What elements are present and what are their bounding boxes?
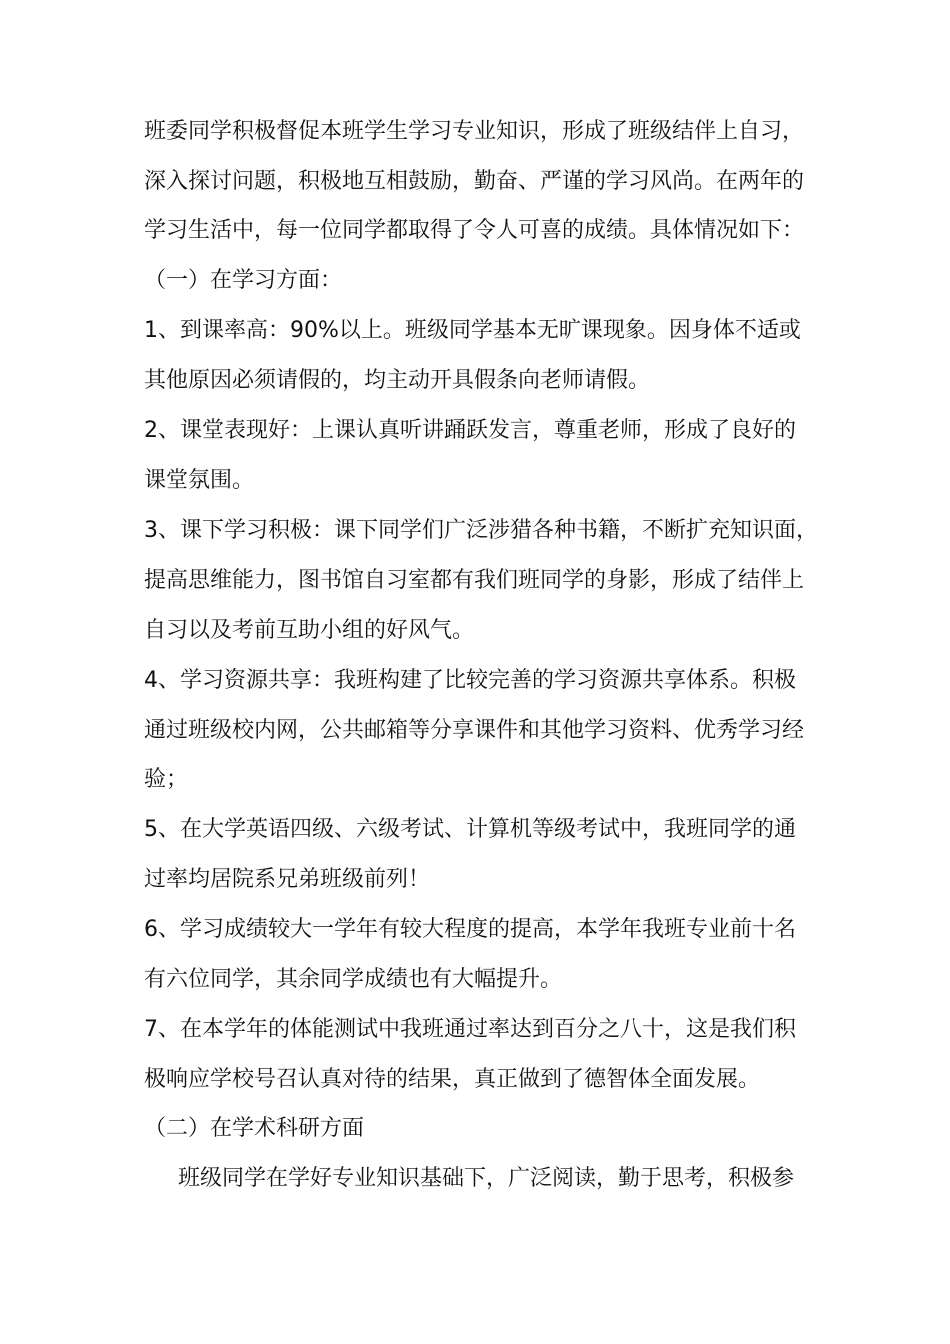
text-line: 深入探讨问题，积极地互相鼓励，勤奋、严谨的学习风尚。在两年的 bbox=[144, 169, 805, 194]
text-line: 班委同学积极督促本班学生学习专业知识，形成了班级结伴上自习， bbox=[144, 119, 805, 144]
list-item-line: 自习以及考前互助小组的好风气。 bbox=[144, 618, 475, 643]
list-item-line: 3、课下学习积极：课下同学们广泛涉猎各种书籍，不断扩充知识面， bbox=[144, 518, 818, 543]
list-item-line: 有六位同学，其余同学成绩也有大幅提升。 bbox=[144, 967, 563, 992]
list-item-line: 极响应学校号召认真对待的结果，真正做到了德智体全面发展。 bbox=[144, 1067, 761, 1092]
list-item-line: 7、在本学年的体能测试中我班通过率达到百分之八十，这是我们积 bbox=[144, 1017, 796, 1042]
list-item-line: 2、课堂表现好：上课认真听讲踊跃发言，尊重老师，形成了良好的 bbox=[144, 418, 796, 443]
section-heading: （一）在学习方面： bbox=[144, 268, 343, 293]
list-item-line: 过率均居院系兄弟班级前列！ bbox=[144, 867, 431, 892]
list-item-line: 5、在大学英语四级、六级考试、计算机等级考试中，我班同学的通 bbox=[144, 817, 796, 842]
list-item-line: 4、学习资源共享：我班构建了比较完善的学习资源共享体系。积极 bbox=[144, 668, 796, 693]
list-item-line: 1、到课率高：90%以上。班级同学基本无旷课现象。因身体不适或 bbox=[144, 318, 801, 343]
list-item-line: 通过班级校内网，公共邮箱等分享课件和其他学习资料、优秀学习经 bbox=[144, 718, 805, 743]
list-item-line: 提高思维能力，图书馆自习室都有我们班同学的身影，形成了结伴上 bbox=[144, 568, 805, 593]
list-item-line: 6、学习成绩较大一学年有较大程度的提高，本学年我班专业前十名 bbox=[144, 917, 796, 942]
text-line: 学习生活中，每一位同学都取得了令人可喜的成绩。具体情况如下： bbox=[144, 218, 805, 243]
paragraph-line: 班级同学在学好专业知识基础下，广泛阅读，勤于思考，积极参 bbox=[178, 1166, 795, 1191]
list-item-line: 其他原因必须请假的，均主动开具假条向老师请假。 bbox=[144, 368, 651, 393]
list-item-line: 验； bbox=[144, 767, 189, 792]
section-heading: （二）在学术科研方面 bbox=[144, 1116, 365, 1141]
list-item-line: 课堂氛围。 bbox=[144, 468, 255, 493]
